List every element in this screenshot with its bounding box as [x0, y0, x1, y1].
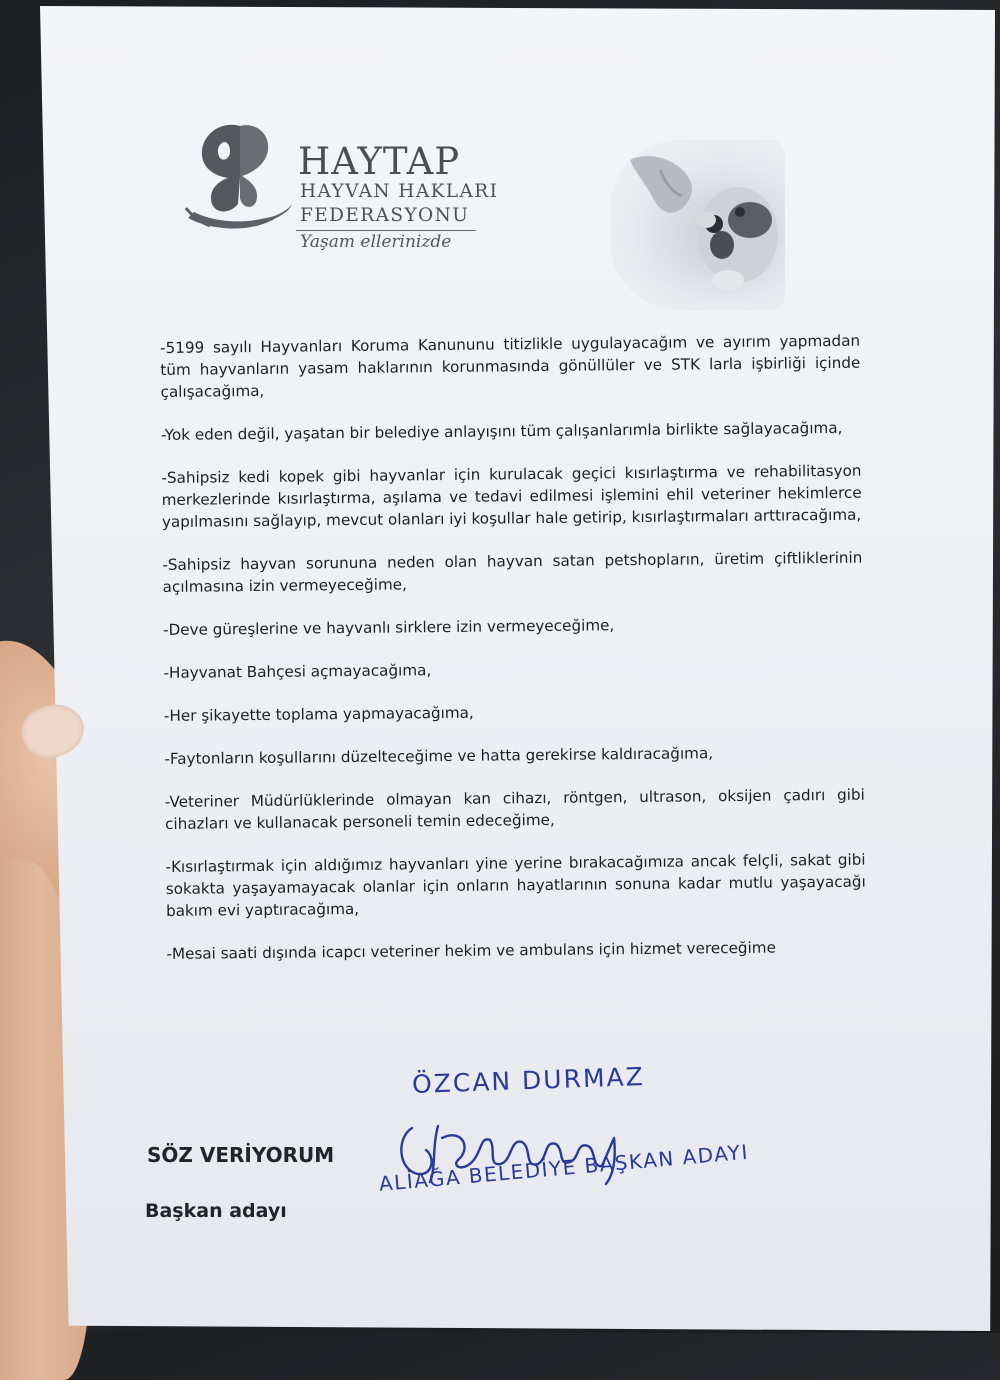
logo-title: HAYTAP [298, 140, 461, 183]
pledge-item: -Sahipsiz kedi kopek gibi hayvanlar için kurulacak geçici kısırlaştırma ve rehabilitasyon merkezlerinde kısırlaştırma, aşılama ve tedavi edilmesi işlemini ehil veteriner hekimlerce yapılmasını sağlayıp, mevcut olanları iyi koşullar hale getirip, kısırlaştırmaları arttıracağıma, [161, 461, 862, 531]
butterfly-hand-icon [180, 118, 295, 243]
pledge-item: -Deve güreşlerine ve hayvanlı sirklere izin vermeyeceğime, [162, 616, 615, 639]
pledge-item: -Kısırlaştırmak için aldığımız hayvanları yine yerine bırakacağımıza ancak felçli, sakat gibi sokakta yaşayamayacak olanlar için onların hayatlarının sonuna kadar mutlu yaşayacağı bakım evi yaptıracağıma, [165, 850, 866, 920]
hand-and-puppy-photo [610, 140, 785, 310]
logo-subtitle-line1: HAYVAN HAKLARI [300, 181, 499, 202]
pledge-item: -Veteriner Müdürlüklerinde olmayan kan cihazı, röntgen, ultrason, oksijen çadırı gibi cihazları ve kullanacak personeli temin edeceğime, [164, 785, 865, 833]
signature-title: ALİAĞA BELEDİYE BAŞKAN ADAYI [378, 1139, 750, 1196]
pledge-item: -Hayvanat Bahçesi açmayacağıma, [163, 661, 432, 682]
candidate-role: Başkan adayı [145, 1200, 287, 1222]
signature-name: ÖZCAN DURMAZ [411, 1061, 646, 1100]
pledge-item: -Yok eden değil, yaşatan bir belediye anlayışını tüm çalışanlarımla birlikte sağlayacağıma, [160, 418, 843, 444]
promise-heading: SÖZ VERİYORUM [147, 1143, 335, 1167]
pledge-item: -Her şikayette toplama yapmayacağıma, [163, 703, 474, 725]
pledge-list [160, 330, 867, 986]
hand-and-puppy-illustration [610, 140, 785, 310]
logo-divider [296, 230, 476, 231]
pledge-item: -Faytonların koşullarını düzelteceğime ve hatta gerekirse kaldıracağıma, [164, 744, 714, 768]
pledge-item: -Mesai saati dışında icapcı veteriner hekim ve ambulans için hizmet vereceğime [166, 938, 776, 963]
logo-subtitle-line2: FEDERASYONU [300, 205, 470, 226]
pledge-item: -5199 sayılı Hayvanları Koruma Kanununu titizlikle uygulayacağım ve ayırım yapmadan tüm hayvanların yasam haklarının korunmasında gönüllüler ve STK larla işbirliği içinde çalışacağıma, [160, 331, 861, 401]
pledge-item: -Sahipsiz hayvan sorununa neden olan hayvan satan petshopların, üretim çiftliklerinin açılmasına izin vermeyeceğime, [162, 548, 863, 596]
logo-tagline: Yaşam ellerinizde [300, 232, 452, 252]
